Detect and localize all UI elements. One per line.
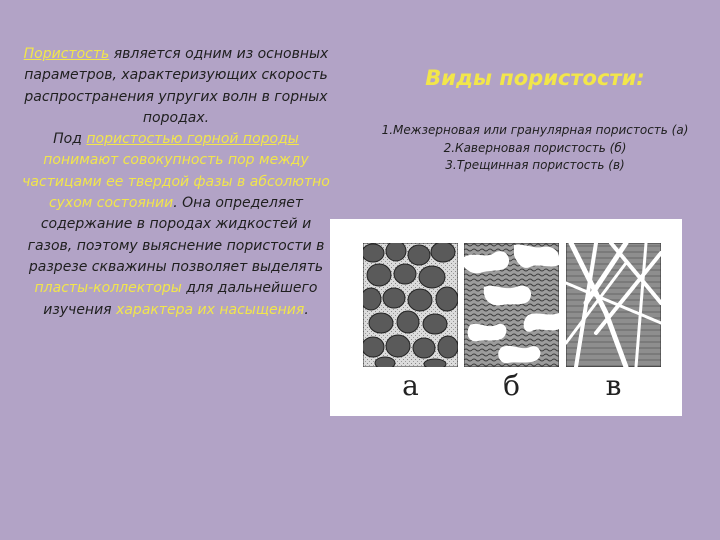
porosity-intro-text: является одним из основных параметров, характеризующих скорость распространения упругих волн в горных породах.: [24, 46, 329, 126]
fracture-porosity-image: [566, 243, 661, 367]
porosity-types-figure: [330, 219, 682, 416]
porosity-types-title: Виды пористости:: [425, 66, 645, 90]
porosity-definition-text: [22, 44, 330, 321]
definition-prefix: Под: [53, 131, 87, 148]
granular-porosity-image: [363, 243, 458, 367]
porosity-type-fracture: 3.Трещинная пористость (в): [445, 158, 625, 172]
porosity-significance-text: . Она определяет содержание в породах жидкостей и газов, поэтому выяснение пористости в разрезе скважины позволяет выделять: [27, 195, 325, 275]
saturation-highlight: характера их насыщения: [116, 301, 305, 318]
study-text: для дальнейшего изучения: [43, 280, 318, 318]
cavernous-porosity-image: [464, 243, 559, 367]
porosity-definition-highlight: понимают совокупность пор между частицами ее твердой фазы в абсолютно сухом состоянии: [22, 152, 330, 212]
reservoir-layers-highlight: пласты-коллекторы: [34, 280, 182, 297]
porosity-types-list: [350, 122, 720, 175]
porosity-type-granular: 1.Межзерновая или гранулярная пористость (а): [381, 123, 689, 137]
porosity-term-link[interactable]: Пористость: [23, 46, 110, 62]
figure-label-a: а: [402, 369, 419, 402]
figure-label-b: б: [503, 369, 520, 402]
figure-label-v: в: [605, 369, 622, 402]
porosity-type-cavernous: 2.Каверновая пористость (б): [443, 140, 627, 155]
sentence-end: .: [304, 301, 309, 318]
rock-porosity-term-link[interactable]: пористостью горной породы: [86, 131, 299, 148]
